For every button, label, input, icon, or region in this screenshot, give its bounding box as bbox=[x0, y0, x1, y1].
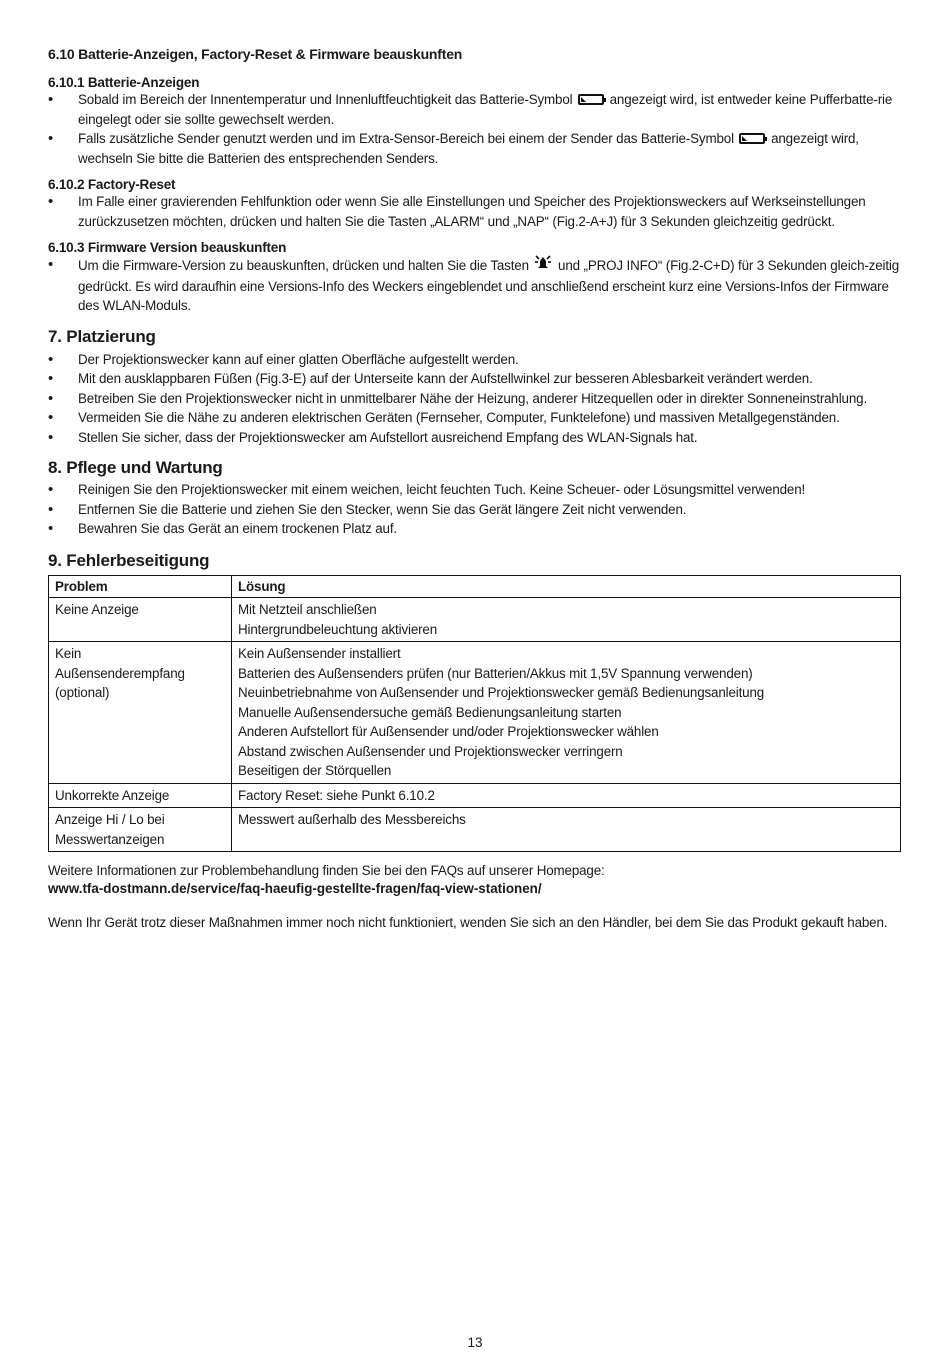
reset-list bbox=[48, 192, 903, 231]
cell-line: Keine Anzeige bbox=[55, 602, 139, 617]
list-item: • Entfernen Sie die Batterie und ziehen Sie den Stecker, wenn Sie das Gerät längere Zeit nicht verwenden. bbox=[48, 500, 903, 520]
list-item: • Der Projektionswecker kann auf einer glatten Oberfläche aufgestellt werden. bbox=[48, 350, 903, 370]
faq-link[interactable]: www.tfa-dostmann.de/service/faq-haeufig-gestellte-fragen/faq-view-stationen/ bbox=[48, 880, 542, 896]
cell-line: Neuinbetriebnahme von Außensender und Projektionswecker gemäß Bedienungsanleitung bbox=[238, 685, 765, 700]
problem-cell bbox=[49, 598, 232, 642]
document-page bbox=[48, 44, 903, 932]
cell-line: Messwertanzeigen bbox=[55, 831, 165, 847]
list-item: • Bewahren Sie das Gerät an einem trockenen Platz auf. bbox=[48, 519, 903, 539]
solution-cell bbox=[232, 598, 901, 642]
list-item: • Betreiben Sie den Projektionswecker nicht in unmittelbarer Nähe der Heizung, anderer Hitzequellen oder in direkter Sonneneinstrahlung. bbox=[48, 389, 903, 409]
battery-list bbox=[48, 90, 903, 168]
cell-line: Batterien des Außensenders prüfen (nur Batterien/Akkus mit 1,5V Spannung verwenden) bbox=[238, 665, 753, 681]
faq-info-text: Weitere Informationen zur Problembehandlung finden Sie bei den FAQs auf unserer Homepage: bbox=[48, 863, 605, 878]
list-item: • Reinigen Sie den Projektionswecker mit einem weichen, leicht feuchten Tuch. Keine Scheuer- oder Lösungsmittel verwenden! bbox=[48, 480, 903, 500]
problem-cell bbox=[49, 783, 232, 808]
cell-line: Anderen Aufstellort für Außensender und/oder Projektionswecker wählen bbox=[238, 724, 659, 739]
problem-cell bbox=[49, 808, 232, 852]
table-row bbox=[49, 783, 901, 808]
section-7-title: 7. Platzierung bbox=[48, 326, 156, 346]
alarm-bell-icon bbox=[534, 255, 552, 277]
section-6-10-2-title: 6.10.2 Factory-Reset bbox=[48, 177, 176, 192]
firmware-list bbox=[48, 255, 903, 316]
cell-line: (optional) bbox=[55, 685, 110, 700]
list-item: • Stellen Sie sicher, dass der Projektionswecker am Aufstellort ausreichend Empfang des WLAN-Signals hat. bbox=[48, 428, 903, 448]
section-6-10-title: 6.10 Batterie-Anzeigen, Factory-Reset & Firmware beauskunften bbox=[48, 46, 463, 62]
cell-line: Manuelle Außensendersuche gemäß Bedienungsanleitung starten bbox=[238, 704, 622, 720]
list-item bbox=[48, 90, 903, 129]
list-item: • Vermeiden Sie die Nähe zu anderen elektrischen Geräten (Fernseher, Computer, Funktelefone) und massiven Metallgegenständen. bbox=[48, 408, 903, 428]
care-list bbox=[48, 480, 903, 539]
closing-text: Wenn Ihr Gerät trotz dieser Maßnahmen immer noch nicht funktioniert, wenden Sie sich an den Händler, bei dem Sie das Produkt gekauft haben. bbox=[48, 914, 888, 930]
firmware-text-a: Um die Firmware-Version zu beauskunften, drücken und halten Sie die Tasten bbox=[78, 258, 529, 273]
section-6-10-1-title: 6.10.1 Batterie-Anzeigen bbox=[48, 75, 200, 90]
solution-cell bbox=[232, 783, 901, 808]
column-header-solution: Lösung bbox=[232, 575, 901, 598]
cell-line: Mit Netzteil anschließen bbox=[238, 602, 377, 617]
list-item: • Im Falle einer gravierenden Fehlfunktion oder wenn Sie alle Einstellungen und Speicher des Projektionsweckers auf Werkseinstellungen zurückzusetzen möchten, drücken und halten Sie die Tasten „ALARM“ und „NAP“ (Fig.2-A+J) für 3 Sekunden gleichzeitig gedrückt. bbox=[48, 192, 903, 231]
cell-line: Beseitigen der Störquellen bbox=[238, 763, 392, 778]
cell-line: Factory Reset: siehe Punkt 6.10.2 bbox=[238, 787, 435, 803]
table-row bbox=[49, 642, 901, 784]
solution-cell bbox=[232, 642, 901, 784]
battery-low-icon bbox=[578, 94, 604, 105]
battery-text-1b: angezeigt wird, ist entweder keine Pufferbatte-rie eingelegt oder sie sollte gewechselt werden. bbox=[78, 92, 893, 127]
cell-line: Messwert außerhalb des Messbereichs bbox=[238, 812, 466, 827]
firmware-text-b: und „PROJ INFO“ (Fig.2-C+D) für 3 Sekunden gleich-zeitig gedrückt. Es wird daraufhin eine Versions-Info des Weckers eingeblendet und anschließend erscheint kurz eine Versions-Infos der Firmware des WLAN-Moduls. bbox=[78, 258, 900, 313]
cell-line: Hintergrundbeleuchtung aktivieren bbox=[238, 621, 438, 637]
placement-list bbox=[48, 350, 903, 448]
list-item bbox=[48, 129, 903, 168]
solution-cell bbox=[232, 808, 901, 852]
problem-cell bbox=[49, 642, 232, 784]
cell-line: Unkorrekte Anzeige bbox=[55, 787, 170, 803]
battery-text-2a: Falls zusätzliche Sender genutzt werden und im Extra-Sensor-Bereich bei einem der Sender das Batterie-Symbol bbox=[78, 131, 734, 146]
cell-line: Kein Außensender installiert bbox=[238, 646, 401, 661]
table-row bbox=[49, 598, 901, 642]
cell-line: Abstand zwischen Außensender und Projektionswecker verringern bbox=[238, 743, 623, 759]
battery-text-1a: Sobald im Bereich der Innentemperatur und Innenluftfeuchtigkeit das Batterie-Symbol bbox=[78, 92, 573, 107]
section-8-title: 8. Pflege und Wartung bbox=[48, 458, 223, 477]
cell-line: Kein bbox=[55, 646, 82, 661]
section-6-10-3-title: 6.10.3 Firmware Version beauskunften bbox=[48, 240, 287, 255]
page-number: 13 bbox=[467, 1335, 483, 1350]
cell-line: Außensenderempfang bbox=[55, 665, 185, 681]
battery-low-icon bbox=[739, 133, 765, 144]
troubleshooting-table bbox=[48, 575, 901, 853]
section-9-title: 9. Fehlerbeseitigung bbox=[48, 550, 210, 570]
list-item: • Mit den ausklappbaren Füßen (Fig.3-E) auf der Unterseite kann der Aufstellwinkel zur besseren Ablesbarkeit verändert werden. bbox=[48, 369, 903, 389]
table-header-row bbox=[49, 575, 901, 598]
table-row bbox=[49, 808, 901, 852]
list-item bbox=[48, 255, 903, 316]
column-header-problem: Problem bbox=[49, 575, 232, 598]
cell-line: Anzeige Hi / Lo bei bbox=[55, 812, 165, 827]
battery-text-2b: angezeigt wird, wechseln Sie bitte die Batterien des entsprechenden Senders. bbox=[78, 131, 859, 166]
